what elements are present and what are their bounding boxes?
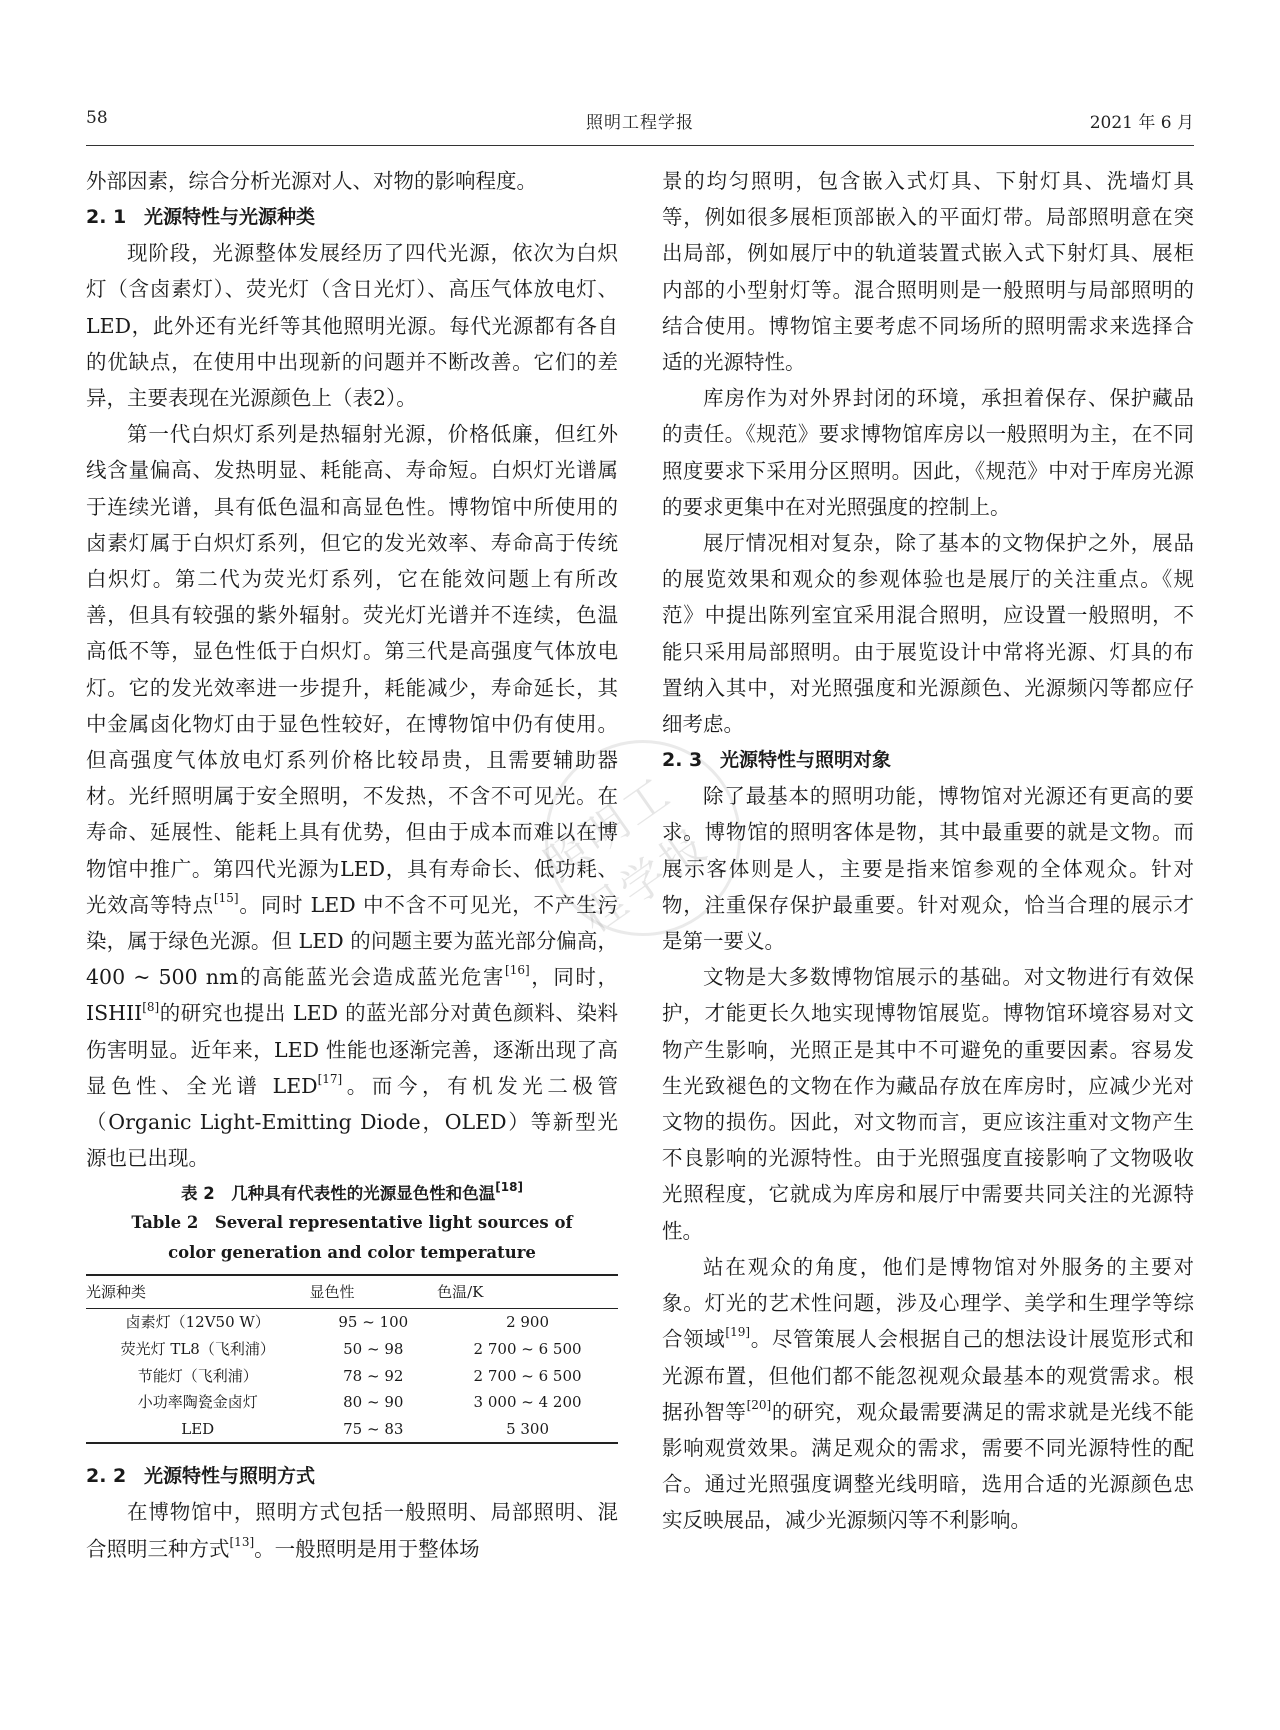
citation[interactable]: [18]: [495, 1179, 523, 1194]
paragraph: 景的均匀照明，包含嵌入式灯具、下射灯具、洗墙灯具等，例如很多展柜顶部嵌入的平面灯带。局部照明意在突出局部，例如展厅中的轨道装置式嵌入式下射灯具、展柜内部的小型射灯等。混合照明则是一般照明与局部照明的结合使用。博物馆主要考虑不同场所的照明需求来选择合适的光源特性。: [662, 169, 1194, 375]
section-heading-2-2: 2. 2 光源特性与照明方式: [86, 1465, 316, 1488]
table-row: 节能灯（飞利浦） 78 ~ 92 2 700 ~ 6 500: [137, 1366, 582, 1385]
paragraph: 文物是大多数博物馆展示的基础。对文物进行有效保护，才能更长久地实现博物馆展览。博物馆环境容易对文物产生影响，光照正是其中不可避免的重要因素。容易发生光致褪色的文物在作为藏品存放在库房时，应减少光对文物的损伤。因此，对文物而言，更应该注重对文物产生不良影响的光源特性。由于光照强度直接影响了文物吸收光照程度，它就成为库房和展厅中需要共同关注的光源特性。: [662, 965, 1194, 1243]
citation[interactable]: [16]: [505, 963, 530, 978]
journal-name: 照明工程学报: [586, 113, 694, 133]
light-source-table: [86, 1274, 618, 1444]
watermark-seal: 照明工程学报: [507, 702, 780, 975]
citation[interactable]: [15]: [213, 891, 239, 906]
citation[interactable]: [8]: [142, 999, 160, 1014]
table-caption-en: Table 2 Several representative light sources of color generation and color temperature: [131, 1213, 573, 1263]
citation[interactable]: [19]: [725, 1325, 751, 1340]
paragraph: 站在观众的角度，他们是博物馆对外服务的主要对象。灯光的艺术性问题，涉及心理学、美学和生理学等综合领域[19]。尽管策展人会根据自己的想法设计展览形式和光源布置，但他们都不能忽视观众最基本的观赏需求。根据孙智等[20]的研究，观众最需要满足的需求就是光线不能影响观赏效果。满足观众的需求，需要不同光源特性的配合。通过光照强度调整光线明暗，选用合适的光源颜色忠实反映展品，减少光源频闪等不利影响。: [662, 1254, 1195, 1533]
table-row: 卤素灯（12V50 W） 95 ~ 100 2 900: [125, 1313, 550, 1332]
header-rule: [86, 145, 1194, 146]
paragraph: 第一代白炽灯系列是热辐射光源，价格低廉，但红外线含量偏高、发热明显、耗能高、寿命短。白炽灯光谱属于连续光谱，具有低色温和高显色性。博物馆中所使用的卤素灯属于白炽灯系列，但它的发光效率、寿命高于传统白炽灯。第二代为荧光灯系列，它在能效问题上有所改善，但具有较强的紫外辐射。荧光灯光谱并不连续，色温高低不等，显色性低于白炽灯。第三代是高强度气体放电灯。它的发光效率进一步提升，耗能减少，寿命延长，其中金属卤化物灯由于显色性较好，在博物馆中仍有使用。但高强度气体放电灯系列价格比较昂贵，且需要辅助器材。光纤照明属于安全照明，不发热，不含不可见光。在寿命、延展性、能耗上具有优势，但由于成本而难以在博物馆中推广。第四代光源为LED，具有寿命长、低功耗、光效高等特点[15]。同时 LED 中不含不可见光，不产生污染，属于绿色光源。但 LED 的问题主要为蓝光部分偏高，400 ~ 500 nm的高能蓝光会造成蓝光危害[16]，同时，ISHII[8]的研究也提出 LED 的蓝光部分对黄色颜料、染料伤害明显。近年来，LED 性能也逐渐完善，逐渐出现了高显色性、全光谱 LED[17]。而今，有机发光二极管（Organic Light-Emitting Diode，OLED）等新型光源也已出现。: [86, 422, 619, 1171]
issue-date: 2021 年 6 月: [1089, 113, 1194, 133]
left-column: [86, 163, 618, 1567]
table-row: 荧光灯 TL8（飞利浦） 50 ~ 98 2 700 ~ 6 500: [120, 1340, 582, 1359]
table-row: LED 75 ~ 83 5 300: [86, 1416, 618, 1444]
citation[interactable]: [17]: [317, 1072, 343, 1087]
paragraph: 除了最基本的照明功能，博物馆对光源还有更高的要求。博物馆的照明客体是物，其中最重要的就是文物。而展示客体则是人，主要是指来馆参观的全体观众。针对物，注重保存保护最重要。针对观众，恰当合理的展示才是第一要义。: [662, 784, 1194, 954]
citation[interactable]: [13]: [229, 1534, 255, 1549]
page-number: 58: [86, 108, 108, 128]
paragraph: 库房作为对外界封闭的环境，承担着保存、保护藏品的责任。《规范》要求博物馆库房以一般照明为主，在不同照度要求下采用分区照明。因此，《规范》中对于库房光源的要求更集中在对光照强度的控制上。: [662, 386, 1194, 519]
citation[interactable]: [20]: [746, 1397, 772, 1412]
section-heading-2-3: 2. 3 光源特性与照明对象: [662, 749, 892, 772]
page-header: [86, 108, 1194, 138]
table-header: 光源种类: [86, 1275, 309, 1309]
table-header: 色温/K: [437, 1275, 618, 1309]
paragraph: 外部因素，综合分析光源对人、对物的影响程度。: [86, 169, 537, 193]
table-row: 小功率陶瓷金卤灯 80 ~ 90 3 000 ~ 4 200: [137, 1393, 582, 1412]
table-caption-cn: 表 2 几种具有代表性的光源显色性和色温[18]: [181, 1179, 523, 1204]
table-header: 显色性: [309, 1275, 437, 1309]
paragraph: 展厅情况相对复杂，除了基本的文物保护之外，展品的展览效果和观众的参观体验也是展厅的关注重点。《规范》中提出陈列室宜采用混合照明，应设置一般照明，不能只采用局部照明。由于展览设计中常将光源、灯具的布置纳入其中，对光照强度和光源颜色、光源频闪等都应仔细考虑。: [662, 531, 1194, 737]
section-heading-2-1: 2. 1 光源特性与光源种类: [86, 206, 316, 229]
paragraph: 在博物馆中，照明方式包括一般照明、局部照明、混合照明三种方式[13]。一般照明是用于整体场: [86, 1500, 618, 1561]
paragraph: 现阶段，光源整体发展经历了四代光源，依次为白炽灯（含卤素灯）、荧光灯（含日光灯）、高压气体放电灯、LED，此外还有光纤等其他照明光源。每代光源都有各自的优缺点，在使用中出现新的问题并不断改善。它们的差异，主要表现在光源颜色上（表2）。: [86, 241, 618, 411]
right-column: [662, 163, 1194, 1539]
